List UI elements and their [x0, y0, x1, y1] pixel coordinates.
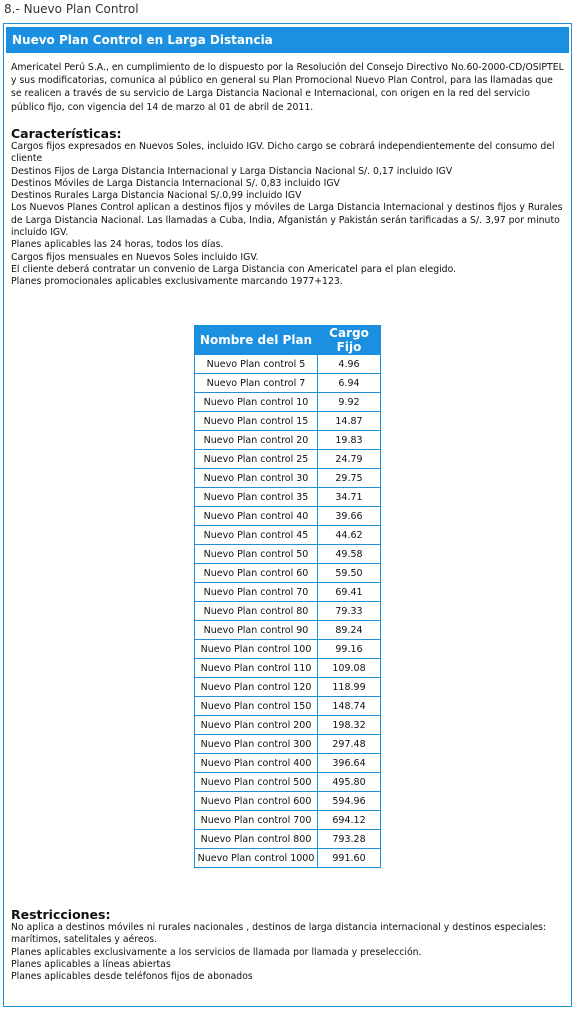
cargo-fijo-cell: 6.94 [318, 374, 381, 393]
plan-name-cell: Nuevo Plan control 7 [195, 374, 318, 393]
table-row [195, 773, 381, 792]
table-row [195, 735, 381, 754]
list-item: Planes aplicables las 24 horas, todos los días. [11, 239, 224, 251]
cargo-fijo-cell: 4.96 [318, 355, 381, 374]
cargo-fijo-cell: 69.41 [318, 583, 381, 602]
cargo-fijo-cell: 59.50 [318, 564, 381, 583]
plan-name-cell: Nuevo Plan control 1000 [195, 849, 318, 868]
list-item: Los Nuevos Planes Control aplican a destinos fijos y móviles de Larga Distancia Internacional y destinos fijos y Rurales de Larga Distancia Nacional. Las llamadas a Cuba, India, Afganistán y Pakistán serán tarificadas a S/. 3,97 por minuto incluido IGV. [11, 202, 563, 239]
table-row [195, 640, 381, 659]
panel-header: Nuevo Plan Control en Larga Distancia [6, 27, 569, 53]
plan-name-cell: Nuevo Plan control 80 [195, 602, 318, 621]
plan-name-cell: Nuevo Plan control 800 [195, 830, 318, 849]
column-header-plan: Nombre del Plan [195, 326, 318, 355]
list-item: Planes aplicables desde teléfonos fijos de abonados [11, 971, 253, 983]
plan-name-cell: Nuevo Plan control 400 [195, 754, 318, 773]
plan-name-cell: Nuevo Plan control 200 [195, 716, 318, 735]
table-row [195, 545, 381, 564]
plan-panel [3, 23, 572, 1007]
cargo-fijo-cell: 148.74 [318, 697, 381, 716]
list-item: Planes aplicables a líneas abiertas [11, 958, 171, 970]
plan-name-cell: Nuevo Plan control 150 [195, 697, 318, 716]
plan-name-cell: Nuevo Plan control 90 [195, 621, 318, 640]
cargo-fijo-cell: 198.32 [318, 716, 381, 735]
table-row [195, 374, 381, 393]
table-row [195, 583, 381, 602]
plan-name-cell: Nuevo Plan control 500 [195, 773, 318, 792]
cargo-fijo-cell: 19.83 [318, 431, 381, 450]
plan-name-cell: Nuevo Plan control 600 [195, 792, 318, 811]
plan-name-cell: Nuevo Plan control 15 [195, 412, 318, 431]
plan-name-cell: Nuevo Plan control 120 [195, 678, 318, 697]
list-item: Planes aplicables exclusivamente a los servicios de llamada por llamada y preselección. [11, 946, 422, 958]
plan-name-cell: Nuevo Plan control 25 [195, 450, 318, 469]
table-row [195, 526, 381, 545]
table-row [195, 564, 381, 583]
restricciones-list [11, 922, 566, 983]
plans-table [194, 325, 381, 868]
caracteristicas-list [11, 141, 566, 289]
plan-name-cell: Nuevo Plan control 110 [195, 659, 318, 678]
plan-name-cell: Nuevo Plan control 10 [195, 393, 318, 412]
cargo-fijo-cell: 99.16 [318, 640, 381, 659]
cargo-fijo-cell: 118.99 [318, 678, 381, 697]
cargo-fijo-cell: 297.48 [318, 735, 381, 754]
table-row [195, 431, 381, 450]
restricciones-heading: Restricciones: [11, 907, 111, 922]
list-item: Destinos Móviles de Larga Distancia Internacional S/. 0,83 incluido IGV [11, 177, 340, 189]
cargo-fijo-cell: 495.80 [318, 773, 381, 792]
cargo-fijo-cell: 79.33 [318, 602, 381, 621]
list-item: Destinos Fijos de Larga Distancia Internacional y Larga Distancia Nacional S/. 0,17 incluido IGV [11, 165, 453, 177]
cargo-fijo-cell: 694.12 [318, 811, 381, 830]
list-item: Destinos Rurales Larga Distancia Nacional S/.0,99 incluido IGV [11, 190, 302, 202]
list-item: Cargos fijos mensuales en Nuevos Soles incluido IGV. [11, 251, 259, 263]
cargo-fijo-cell: 109.08 [318, 659, 381, 678]
plan-name-cell: Nuevo Plan control 40 [195, 507, 318, 526]
table-row [195, 469, 381, 488]
table-row [195, 678, 381, 697]
table-row [195, 393, 381, 412]
table-row [195, 830, 381, 849]
cargo-fijo-cell: 44.62 [318, 526, 381, 545]
cargo-fijo-cell: 39.66 [318, 507, 381, 526]
table-row [195, 811, 381, 830]
list-item: Cargos fijos expresados en Nuevos Soles, incluido IGV. Dicho cargo se cobrará independientemente del consumo del cliente [11, 141, 555, 165]
cargo-fijo-cell: 9.92 [318, 393, 381, 412]
plan-name-cell: Nuevo Plan control 60 [195, 564, 318, 583]
cargo-fijo-cell: 89.24 [318, 621, 381, 640]
plans-table-body [195, 355, 381, 868]
table-row [195, 450, 381, 469]
plan-name-cell: Nuevo Plan control 50 [195, 545, 318, 564]
cargo-fijo-cell: 793.28 [318, 830, 381, 849]
cargo-fijo-cell: 14.87 [318, 412, 381, 431]
table-row [195, 849, 381, 868]
list-item: El cliente deberá contratar un convenio de Larga Distancia con Americatel para el plan elegido. [11, 263, 457, 275]
cargo-fijo-cell: 24.79 [318, 450, 381, 469]
table-row [195, 602, 381, 621]
cargo-fijo-cell: 396.64 [318, 754, 381, 773]
table-row [195, 716, 381, 735]
plan-name-cell: Nuevo Plan control 100 [195, 640, 318, 659]
section-title: 8.- Nuevo Plan Control [4, 2, 139, 16]
plan-name-cell: Nuevo Plan control 5 [195, 355, 318, 374]
list-item: No aplica a destinos móviles ni rurales nacionales , destinos de larga distancia internacional y destinos especiales: marítimos, satelitales y aéreos. [11, 922, 547, 946]
plan-name-cell: Nuevo Plan control 35 [195, 488, 318, 507]
table-row [195, 697, 381, 716]
list-item: Planes promocionales aplicables exclusivamente marcando 1977+123. [11, 276, 343, 288]
table-row [195, 412, 381, 431]
plan-name-cell: Nuevo Plan control 30 [195, 469, 318, 488]
caracteristicas-heading: Características: [11, 126, 122, 141]
table-row [195, 659, 381, 678]
cargo-fijo-cell: 34.71 [318, 488, 381, 507]
plan-name-cell: Nuevo Plan control 20 [195, 431, 318, 450]
plan-name-cell: Nuevo Plan control 700 [195, 811, 318, 830]
table-row [195, 621, 381, 640]
plan-name-cell: Nuevo Plan control 70 [195, 583, 318, 602]
cargo-fijo-cell: 49.58 [318, 545, 381, 564]
table-row [195, 754, 381, 773]
table-row [195, 792, 381, 811]
table-row [195, 507, 381, 526]
plan-name-cell: Nuevo Plan control 300 [195, 735, 318, 754]
column-header-cargo: Cargo Fijo [318, 326, 381, 355]
cargo-fijo-cell: 29.75 [318, 469, 381, 488]
cargo-fijo-cell: 991.60 [318, 849, 381, 868]
intro-paragraph: Americatel Perú S.A., en cumplimiento de lo dispuesto por la Resolución del Consejo Directivo No.60-2000-CD/OSIPTEL y sus modificatorias, comunica al público en general su Plan Promocional Nuevo Plan Control, para las llamadas que se realicen a través de su servicio de Larga Distancia Nacional e Internacional, con origen en la red del servicio público fijo, con vigencia del 14 de marzo al 01 de abril de 2011. [11, 62, 564, 113]
table-row [195, 488, 381, 507]
table-row [195, 355, 381, 374]
cargo-fijo-cell: 594.96 [318, 792, 381, 811]
plan-name-cell: Nuevo Plan control 45 [195, 526, 318, 545]
